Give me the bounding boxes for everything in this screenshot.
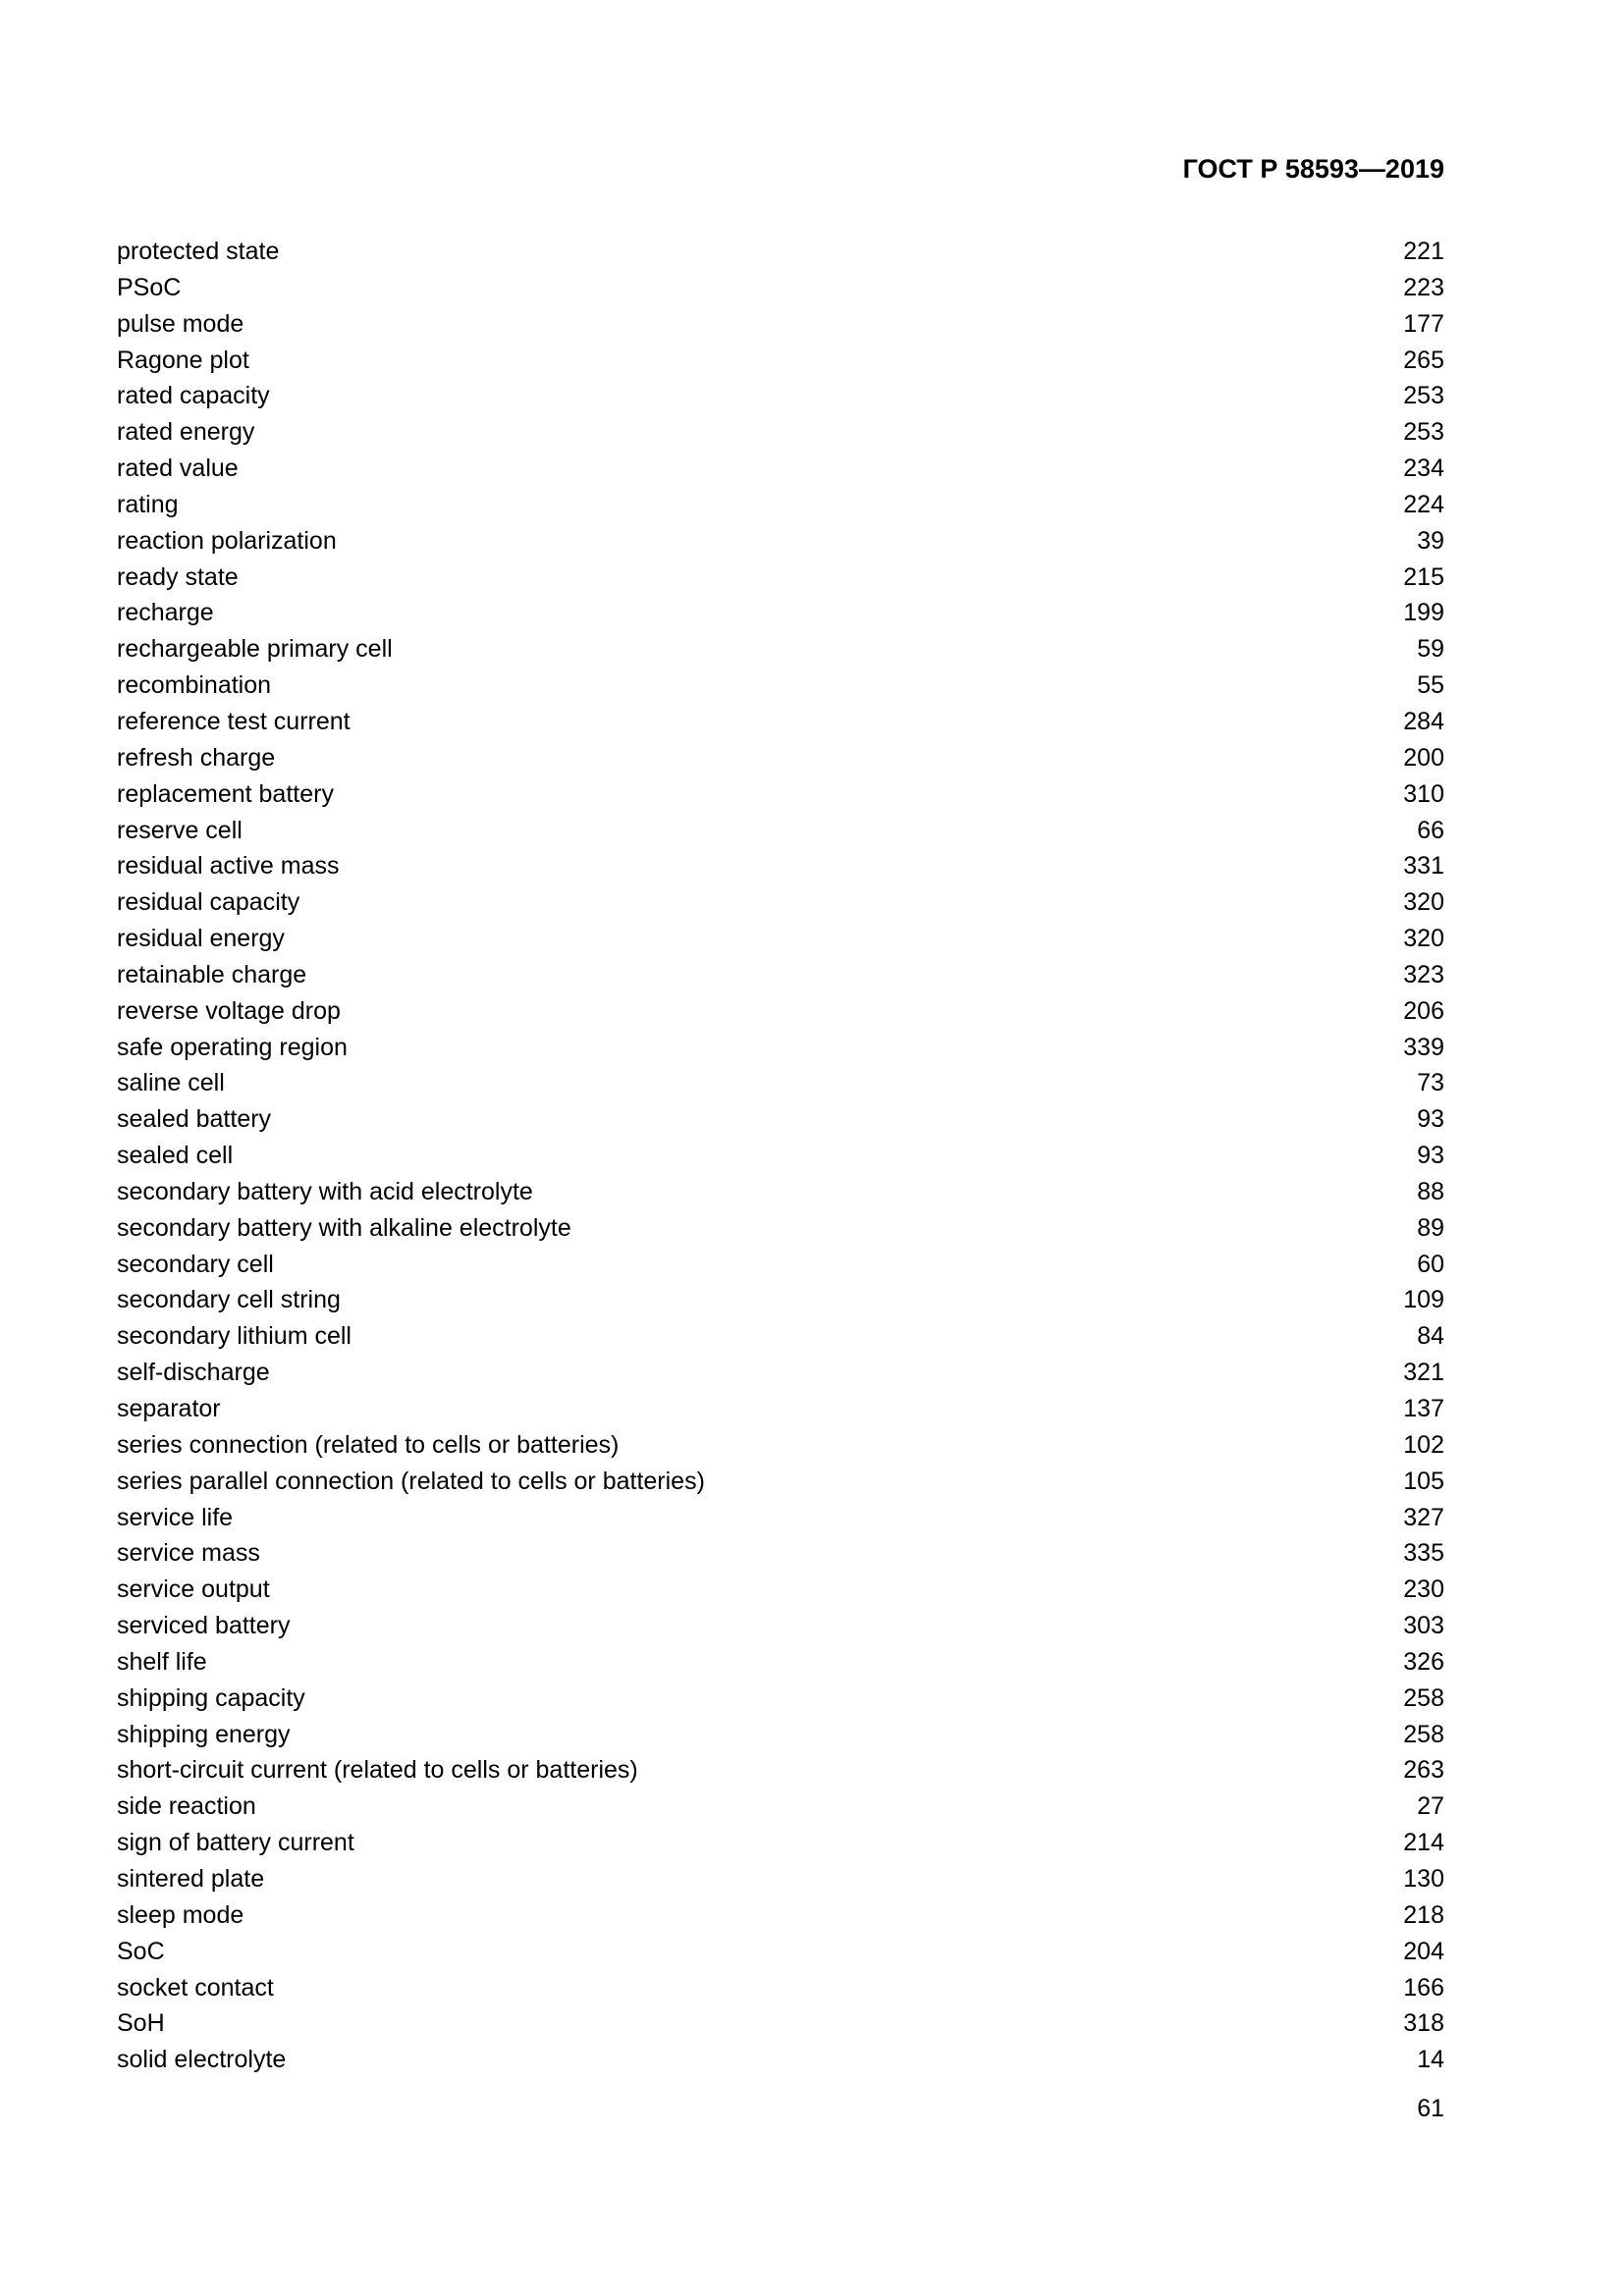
index-term: pulse mode bbox=[117, 309, 244, 338]
index-term: Ragone plot bbox=[117, 346, 249, 374]
index-entry bbox=[117, 1535, 1444, 1572]
index-entry bbox=[117, 560, 1444, 596]
index-term-reference: 326 bbox=[1403, 1647, 1444, 1676]
index-entry bbox=[117, 1752, 1444, 1789]
index-entry bbox=[117, 1318, 1444, 1355]
index-term: residual active mass bbox=[117, 852, 340, 881]
index-term: rated value bbox=[117, 454, 239, 483]
index-term-reference: 321 bbox=[1403, 1359, 1444, 1387]
index-term: SoC bbox=[117, 1937, 165, 1965]
index-term: solid electrolyte bbox=[117, 2046, 287, 2074]
index-term: series connection (related to cells or batteries) bbox=[117, 1430, 620, 1459]
index-entry bbox=[117, 1464, 1444, 1500]
index-term-reference: 200 bbox=[1403, 743, 1444, 772]
index-term-reference: 339 bbox=[1403, 1033, 1444, 1061]
index-entry bbox=[117, 1500, 1444, 1536]
index-entry bbox=[117, 1681, 1444, 1717]
index-entry bbox=[117, 740, 1444, 776]
index-entry bbox=[117, 270, 1444, 306]
index-term: SoH bbox=[117, 2009, 165, 2038]
index-term: service mass bbox=[117, 1539, 260, 1568]
index-term-reference: 137 bbox=[1403, 1395, 1444, 1422]
index-term-reference: 234 bbox=[1403, 454, 1444, 483]
index-term: shipping energy bbox=[117, 1720, 291, 1748]
index-term-reference: 320 bbox=[1403, 888, 1444, 917]
index-entry bbox=[117, 1970, 1444, 2006]
index-entry bbox=[117, 631, 1444, 667]
index-entry bbox=[117, 1934, 1444, 1970]
index-entry bbox=[117, 884, 1444, 921]
index-entry bbox=[117, 1644, 1444, 1681]
index-term-reference: 93 bbox=[1417, 1105, 1444, 1134]
index-term-reference: 14 bbox=[1417, 2046, 1444, 2074]
index-entry bbox=[117, 776, 1444, 813]
index-term: ready state bbox=[117, 562, 239, 591]
index-term: shelf life bbox=[117, 1647, 207, 1676]
index-term-reference: 320 bbox=[1403, 925, 1444, 953]
index-term-reference: 84 bbox=[1417, 1322, 1444, 1351]
index-term: shipping capacity bbox=[117, 1683, 305, 1712]
index-term: sleep mode bbox=[117, 1900, 244, 1929]
standard-designation: ГОСТ Р 58593—2019 bbox=[1182, 154, 1444, 184]
index-term-reference: 39 bbox=[1417, 526, 1444, 555]
index-term-reference: 253 bbox=[1403, 418, 1444, 447]
index-term-reference: 310 bbox=[1403, 779, 1444, 808]
index-term-reference: 27 bbox=[1417, 1792, 1444, 1821]
index-entry bbox=[117, 487, 1444, 523]
index-term-reference: 105 bbox=[1403, 1467, 1444, 1495]
index-term: reaction polarization bbox=[117, 526, 337, 555]
index-entry bbox=[117, 1282, 1444, 1318]
index-term: socket contact bbox=[117, 1973, 274, 2002]
index-entry bbox=[117, 921, 1444, 957]
term-index-list bbox=[117, 234, 1444, 2078]
index-entry bbox=[117, 1030, 1444, 1066]
index-term: reverse voltage drop bbox=[117, 996, 341, 1025]
index-entry bbox=[117, 1210, 1444, 1247]
index-term: secondary battery with acid electrolyte bbox=[117, 1177, 533, 1205]
index-term-reference: 89 bbox=[1417, 1213, 1444, 1242]
index-term-reference: 199 bbox=[1403, 599, 1444, 627]
index-term-reference: 218 bbox=[1403, 1900, 1444, 1929]
index-term-reference: 59 bbox=[1417, 635, 1444, 664]
index-term-reference: 318 bbox=[1403, 2009, 1444, 2038]
index-term: recharge bbox=[117, 599, 214, 627]
index-entry bbox=[117, 451, 1444, 487]
index-entry bbox=[117, 2005, 1444, 2042]
index-term-reference: 166 bbox=[1403, 1973, 1444, 2002]
index-term-reference: 263 bbox=[1403, 1756, 1444, 1785]
index-entry bbox=[117, 813, 1444, 849]
index-term-reference: 204 bbox=[1403, 1937, 1444, 1965]
index-term: residual energy bbox=[117, 925, 285, 953]
index-term: secondary cell string bbox=[117, 1286, 341, 1314]
index-term: secondary lithium cell bbox=[117, 1322, 352, 1351]
index-term: PSoC bbox=[117, 273, 182, 301]
document-header bbox=[117, 149, 1444, 188]
index-term: residual capacity bbox=[117, 888, 300, 917]
index-term: saline cell bbox=[117, 1069, 225, 1097]
index-entry bbox=[117, 2042, 1444, 2078]
index-term: service life bbox=[117, 1503, 234, 1531]
index-entry bbox=[117, 1825, 1444, 1861]
index-term-reference: 327 bbox=[1403, 1503, 1444, 1531]
index-term-reference: 323 bbox=[1403, 960, 1444, 988]
index-entry bbox=[117, 1391, 1444, 1427]
index-term: serviced battery bbox=[117, 1612, 291, 1640]
index-entry bbox=[117, 1355, 1444, 1391]
index-term-reference: 230 bbox=[1403, 1575, 1444, 1604]
index-entry bbox=[117, 848, 1444, 884]
index-term-reference: 55 bbox=[1417, 671, 1444, 700]
index-entry bbox=[117, 957, 1444, 993]
index-entry bbox=[117, 1789, 1444, 1825]
index-entry bbox=[117, 1427, 1444, 1464]
index-term-reference: 284 bbox=[1403, 707, 1444, 735]
index-term-reference: 60 bbox=[1417, 1250, 1444, 1278]
index-term-reference: 258 bbox=[1403, 1720, 1444, 1748]
index-term-reference: 258 bbox=[1403, 1683, 1444, 1712]
index-term: separator bbox=[117, 1395, 221, 1422]
index-entry bbox=[117, 414, 1444, 451]
index-term: service output bbox=[117, 1575, 270, 1604]
index-term-reference: 88 bbox=[1417, 1177, 1444, 1205]
index-term: self-discharge bbox=[117, 1359, 270, 1387]
index-entry bbox=[117, 1138, 1444, 1174]
index-entry bbox=[117, 1101, 1444, 1138]
index-entry bbox=[117, 1861, 1444, 1897]
index-term-reference: 206 bbox=[1403, 996, 1444, 1025]
index-term: sealed cell bbox=[117, 1142, 234, 1170]
index-term: recombination bbox=[117, 671, 272, 700]
index-term-reference: 215 bbox=[1403, 562, 1444, 591]
index-term-reference: 93 bbox=[1417, 1142, 1444, 1170]
index-entry bbox=[117, 1065, 1444, 1101]
index-entry bbox=[117, 1897, 1444, 1934]
index-term: rating bbox=[117, 490, 179, 518]
index-term-reference: 109 bbox=[1403, 1286, 1444, 1314]
index-term: reference test current bbox=[117, 707, 351, 735]
index-term: rated capacity bbox=[117, 382, 270, 410]
index-term-reference: 66 bbox=[1417, 816, 1444, 844]
index-term-reference: 221 bbox=[1403, 238, 1444, 265]
index-term: sintered plate bbox=[117, 1864, 265, 1893]
index-term-reference: 130 bbox=[1403, 1864, 1444, 1893]
index-term: series parallel connection (related to cells or batteries) bbox=[117, 1467, 705, 1495]
index-term: retainable charge bbox=[117, 960, 307, 988]
index-entry bbox=[117, 343, 1444, 379]
index-term: protected state bbox=[117, 238, 280, 265]
index-entry bbox=[117, 378, 1444, 414]
index-term-reference: 73 bbox=[1417, 1069, 1444, 1097]
index-term-reference: 265 bbox=[1403, 346, 1444, 374]
index-entry bbox=[117, 993, 1444, 1030]
index-entry bbox=[117, 1247, 1444, 1283]
index-term-reference: 102 bbox=[1403, 1430, 1444, 1459]
page-number: 61 bbox=[1417, 2095, 1444, 2122]
index-term: refresh charge bbox=[117, 743, 276, 772]
index-term: safe operating region bbox=[117, 1033, 348, 1061]
index-term-reference: 335 bbox=[1403, 1539, 1444, 1568]
index-entry bbox=[117, 523, 1444, 560]
index-term-reference: 253 bbox=[1403, 382, 1444, 410]
index-entry bbox=[117, 1608, 1444, 1644]
index-term: reserve cell bbox=[117, 816, 243, 844]
index-entry bbox=[117, 1717, 1444, 1753]
index-term: rated energy bbox=[117, 418, 255, 447]
index-entry bbox=[117, 704, 1444, 740]
index-term: secondary battery with alkaline electrolyte bbox=[117, 1213, 571, 1242]
index-term-reference: 223 bbox=[1403, 273, 1444, 301]
index-term-reference: 224 bbox=[1403, 490, 1444, 518]
index-entry bbox=[117, 667, 1444, 704]
index-entry bbox=[117, 595, 1444, 631]
index-term: sealed battery bbox=[117, 1105, 272, 1134]
index-term: secondary cell bbox=[117, 1250, 274, 1278]
index-term-reference: 214 bbox=[1403, 1829, 1444, 1857]
index-entry bbox=[117, 234, 1444, 270]
index-entry bbox=[117, 1572, 1444, 1608]
index-entry bbox=[117, 1174, 1444, 1210]
index-term-reference: 331 bbox=[1403, 852, 1444, 881]
index-term: sign of battery current bbox=[117, 1829, 354, 1857]
index-term: replacement battery bbox=[117, 779, 334, 808]
index-term: rechargeable primary cell bbox=[117, 635, 393, 664]
index-term-reference: 177 bbox=[1403, 309, 1444, 338]
index-term-reference: 303 bbox=[1403, 1612, 1444, 1640]
index-entry bbox=[117, 306, 1444, 343]
index-term: short-circuit current (related to cells or batteries) bbox=[117, 1756, 638, 1785]
index-term: side reaction bbox=[117, 1792, 256, 1821]
